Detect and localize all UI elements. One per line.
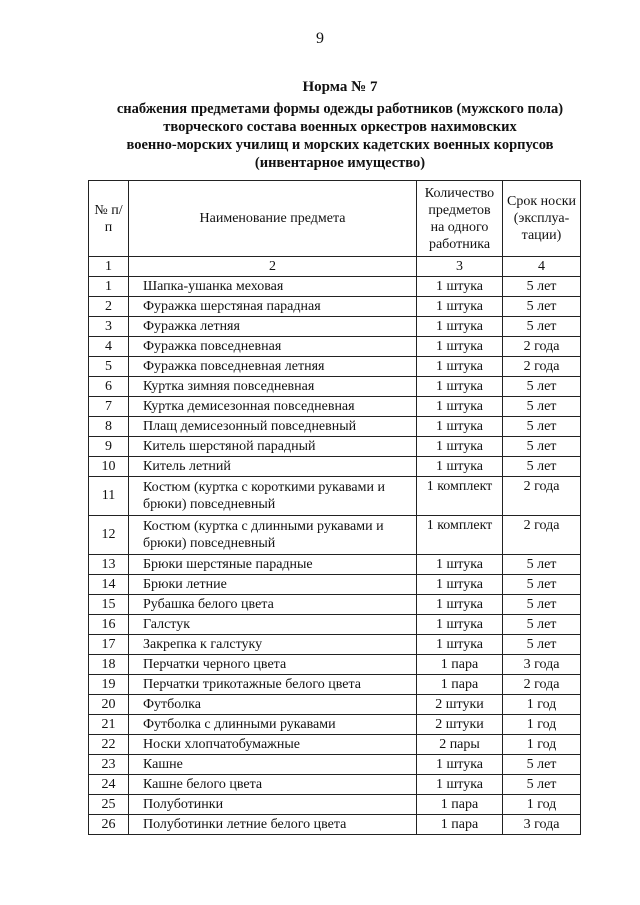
cell-term: 3 года — [503, 815, 581, 835]
cell-term: 1 год — [503, 715, 581, 735]
table-row — [89, 675, 581, 695]
header-term: Срок носки (эксплуа-тации) — [503, 181, 581, 257]
table-row — [89, 715, 581, 735]
cell-term: 5 лет — [503, 635, 581, 655]
cell-num: 16 — [89, 615, 129, 635]
cell-term: 1 год — [503, 735, 581, 755]
cell-qty: 1 пара — [417, 815, 503, 835]
cell-qty: 1 штука — [417, 775, 503, 795]
cell-num: 6 — [89, 377, 129, 397]
cell-num: 15 — [89, 595, 129, 615]
table-row — [89, 357, 581, 377]
cell-qty: 1 штука — [417, 277, 503, 297]
title-line-2: творческого состава военных оркестров нахимовских — [163, 119, 517, 135]
cell-name: Куртка зимняя повседневная — [129, 377, 417, 397]
cell-qty: 1 штука — [417, 575, 503, 595]
cell-name: Полуботинки — [129, 795, 417, 815]
table-row — [89, 755, 581, 775]
title-line-4: (инвентарное имущество) — [254, 155, 426, 171]
cell-qty: 2 пары — [417, 735, 503, 755]
table-row — [89, 457, 581, 477]
table-row — [89, 337, 581, 357]
cell-num: 9 — [89, 437, 129, 457]
table-row — [89, 795, 581, 815]
table-row — [89, 695, 581, 715]
cell-qty: 2 штуки — [417, 695, 503, 715]
cell-term: 5 лет — [503, 437, 581, 457]
cell-num: 20 — [89, 695, 129, 715]
cell-qty: 1 комплект — [417, 516, 503, 555]
cell-num: 5 — [89, 357, 129, 377]
cell-term: 5 лет — [503, 575, 581, 595]
cell-num: 17 — [89, 635, 129, 655]
cell-term: 5 лет — [503, 457, 581, 477]
column-number: 1 — [89, 257, 129, 277]
cell-qty: 1 штука — [417, 397, 503, 417]
cell-term: 2 года — [503, 675, 581, 695]
table-row — [89, 735, 581, 755]
cell-name: Фуражка шерстяная парадная — [129, 297, 417, 317]
cell-num: 21 — [89, 715, 129, 735]
cell-name: Рубашка белого цвета — [129, 595, 417, 615]
cell-qty: 1 штука — [417, 595, 503, 615]
cell-num: 14 — [89, 575, 129, 595]
cell-num: 1 — [89, 277, 129, 297]
cell-term: 5 лет — [503, 595, 581, 615]
table-row — [89, 516, 581, 555]
cell-name: Фуражка повседневная летняя — [129, 357, 417, 377]
table-header-row — [89, 181, 581, 257]
cell-term: 1 год — [503, 695, 581, 715]
cell-name: Фуражка повседневная — [129, 337, 417, 357]
cell-qty: 1 штука — [417, 357, 503, 377]
cell-name: Перчатки черного цвета — [129, 655, 417, 675]
cell-term: 2 года — [503, 357, 581, 377]
cell-num: 3 — [89, 317, 129, 337]
column-number-row — [89, 257, 581, 277]
cell-num: 19 — [89, 675, 129, 695]
cell-name: Плащ демисезонный повседневный — [129, 417, 417, 437]
column-number: 3 — [417, 257, 503, 277]
cell-num: 13 — [89, 555, 129, 575]
table-row — [89, 655, 581, 675]
table-row — [89, 277, 581, 297]
cell-term: 1 год — [503, 795, 581, 815]
cell-name: Китель летний — [129, 457, 417, 477]
cell-name: Кашне — [129, 755, 417, 775]
cell-num: 22 — [89, 735, 129, 755]
cell-num: 2 — [89, 297, 129, 317]
cell-qty: 1 штука — [417, 317, 503, 337]
cell-num: 24 — [89, 775, 129, 795]
cell-qty: 1 штука — [417, 755, 503, 775]
cell-num: 23 — [89, 755, 129, 775]
cell-term: 5 лет — [503, 775, 581, 795]
cell-name: Футболка с длинными рукавами — [129, 715, 417, 735]
table-row — [89, 477, 581, 516]
cell-qty: 1 пара — [417, 675, 503, 695]
cell-num: 25 — [89, 795, 129, 815]
norm-title: Норма № 7 — [302, 79, 378, 95]
cell-term: 3 года — [503, 655, 581, 675]
cell-term: 5 лет — [503, 417, 581, 437]
cell-num: 26 — [89, 815, 129, 835]
column-number: 4 — [503, 257, 581, 277]
cell-qty: 1 штука — [417, 297, 503, 317]
cell-qty: 1 штука — [417, 417, 503, 437]
cell-num: 11 — [89, 477, 129, 516]
cell-qty: 1 штука — [417, 457, 503, 477]
cell-qty: 2 штуки — [417, 715, 503, 735]
title-line-1: снабжения предметами формы одежды работников (мужского пола) — [116, 101, 564, 117]
cell-term: 5 лет — [503, 297, 581, 317]
cell-qty: 1 комплект — [417, 477, 503, 516]
cell-name: Китель шерстяной парадный — [129, 437, 417, 457]
table-row — [89, 417, 581, 437]
cell-num: 7 — [89, 397, 129, 417]
cell-name: Кашне белого цвета — [129, 775, 417, 795]
table-row — [89, 317, 581, 337]
table-row — [89, 615, 581, 635]
table-row — [89, 575, 581, 595]
table-row — [89, 377, 581, 397]
header-qty: Количество предметов на одного работника — [417, 181, 503, 257]
table-row — [89, 635, 581, 655]
column-number: 2 — [129, 257, 417, 277]
header-name: Наименование предмета — [129, 181, 417, 257]
table-row — [89, 437, 581, 457]
page-number: 9 — [316, 30, 324, 47]
cell-name: Полуботинки летние белого цвета — [129, 815, 417, 835]
cell-name: Шапка-ушанка меховая — [129, 277, 417, 297]
cell-name: Закрепка к галстуку — [129, 635, 417, 655]
cell-qty: 1 пара — [417, 795, 503, 815]
cell-name: Брюки летние — [129, 575, 417, 595]
cell-name: Брюки шерстяные парадные — [129, 555, 417, 575]
document-title — [60, 78, 620, 172]
table-row — [89, 815, 581, 835]
cell-name: Фуражка летняя — [129, 317, 417, 337]
table-body — [89, 277, 581, 835]
cell-qty: 1 пара — [417, 655, 503, 675]
table-row — [89, 555, 581, 575]
cell-name: Перчатки трикотажные белого цвета — [129, 675, 417, 695]
cell-num: 8 — [89, 417, 129, 437]
table-row — [89, 297, 581, 317]
cell-qty: 1 штука — [417, 615, 503, 635]
cell-qty: 1 штука — [417, 337, 503, 357]
cell-num: 4 — [89, 337, 129, 357]
cell-qty: 1 штука — [417, 377, 503, 397]
table-row — [89, 775, 581, 795]
norm-table — [88, 180, 581, 835]
table-row — [89, 397, 581, 417]
cell-num: 10 — [89, 457, 129, 477]
cell-name: Галстук — [129, 615, 417, 635]
cell-qty: 1 штука — [417, 555, 503, 575]
cell-term: 5 лет — [503, 317, 581, 337]
cell-term: 2 года — [503, 477, 581, 516]
cell-term: 2 года — [503, 516, 581, 555]
cell-num: 18 — [89, 655, 129, 675]
cell-name: Футболка — [129, 695, 417, 715]
cell-name: Костюм (куртка с короткими рукавами и брюки) повседневный — [129, 477, 417, 516]
cell-term: 5 лет — [503, 755, 581, 775]
cell-term: 2 года — [503, 337, 581, 357]
cell-term: 5 лет — [503, 555, 581, 575]
title-line-3: военно-морских училищ и морских кадетских военных корпусов — [126, 137, 554, 153]
cell-name: Куртка демисезонная повседневная — [129, 397, 417, 417]
table-row — [89, 595, 581, 615]
cell-term: 5 лет — [503, 397, 581, 417]
cell-qty: 1 штука — [417, 437, 503, 457]
cell-term: 5 лет — [503, 377, 581, 397]
cell-term: 5 лет — [503, 615, 581, 635]
header-num: № п/п — [89, 181, 129, 257]
cell-name: Костюм (куртка с длинными рукавами и брюки) повседневный — [129, 516, 417, 555]
cell-num: 12 — [89, 516, 129, 555]
cell-qty: 1 штука — [417, 635, 503, 655]
cell-term: 5 лет — [503, 277, 581, 297]
cell-name: Носки хлопчатобумажные — [129, 735, 417, 755]
